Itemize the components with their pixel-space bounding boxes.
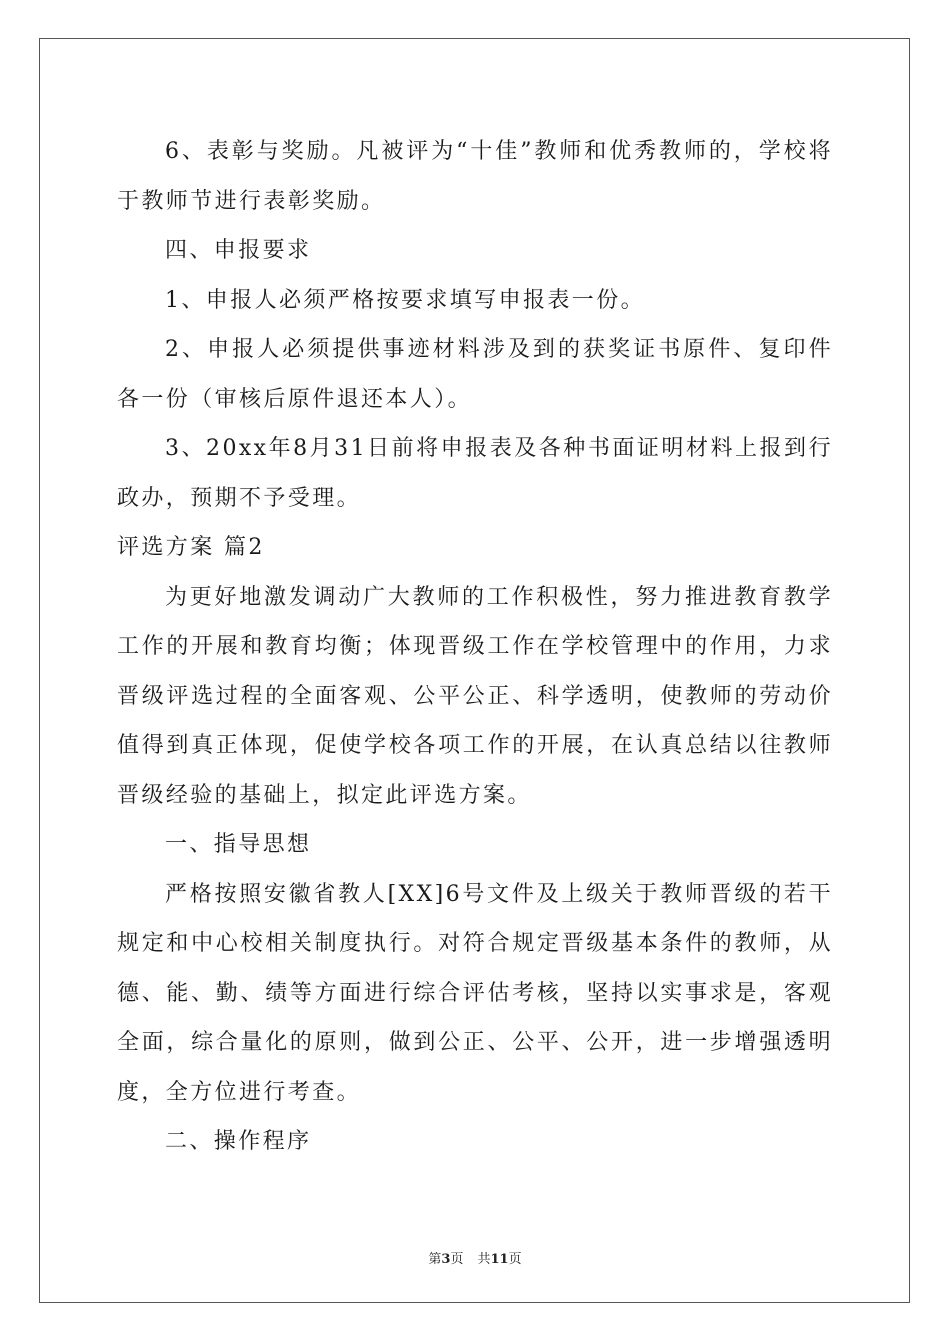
paragraph-requirement-1: 1、申报人必须严格按要求填写申报表一份。	[165, 287, 645, 313]
paragraph-award: 6、表彰与奖励。凡被评为“十佳”教师和优秀教师的，学校将于教师节进行表彰奖励。	[117, 139, 833, 214]
heading-guiding-ideology: 一、指导思想	[165, 832, 312, 857]
heading-procedure: 二、操作程序	[165, 1129, 312, 1154]
footer-page-suffix: 页	[450, 1252, 464, 1267]
paragraph-requirement-2: 2、申报人必须提供事迹材料涉及到的获奖证书原件、复印件各一份（审核后原件退还本人）。	[117, 337, 833, 412]
footer-total-prefix: 共	[477, 1252, 491, 1267]
paragraph-guiding-ideology: 严格按照安徽省教人[XX]6号文件及上级关于教师晋级的若干规定和中心校相关制度执行。对符合规定晋级基本条件的教师，从德、能、勤、绩等方面进行综合评估考核，坚持以实事求是，客观全面，综合量化的原则，做到公正、公平、公开，进一步增强透明度，全方位进行考查。	[117, 881, 833, 1105]
page-footer	[0, 1248, 950, 1267]
paragraph-intro: 为更好地激发调动广大教师的工作积极性，努力推进教育教学工作的开展和教育均衡；体现晋级工作在学校管理中的作用，力求晋级评选过程的全面客观、公平公正、科学透明，使教师的劳动价值得到真正体现，促使学校各项工作的开展，在认真总结以往教师晋级经验的基础上，拟定此评选方案。	[117, 584, 833, 808]
footer-page-current: 3	[441, 1252, 451, 1267]
document-body	[117, 127, 833, 1167]
footer-page-total: 11	[490, 1252, 509, 1267]
heading-application-requirements: 四、申报要求	[165, 238, 312, 263]
paragraph-requirement-3: 3、20xx年8月31日前将申报表及各种书面证明材料上报到行政办，预期不予受理。	[117, 436, 833, 511]
footer-total-suffix: 页	[508, 1252, 522, 1267]
section-title: 评选方案 篇2	[117, 535, 265, 560]
footer-page-prefix: 第	[428, 1252, 442, 1267]
